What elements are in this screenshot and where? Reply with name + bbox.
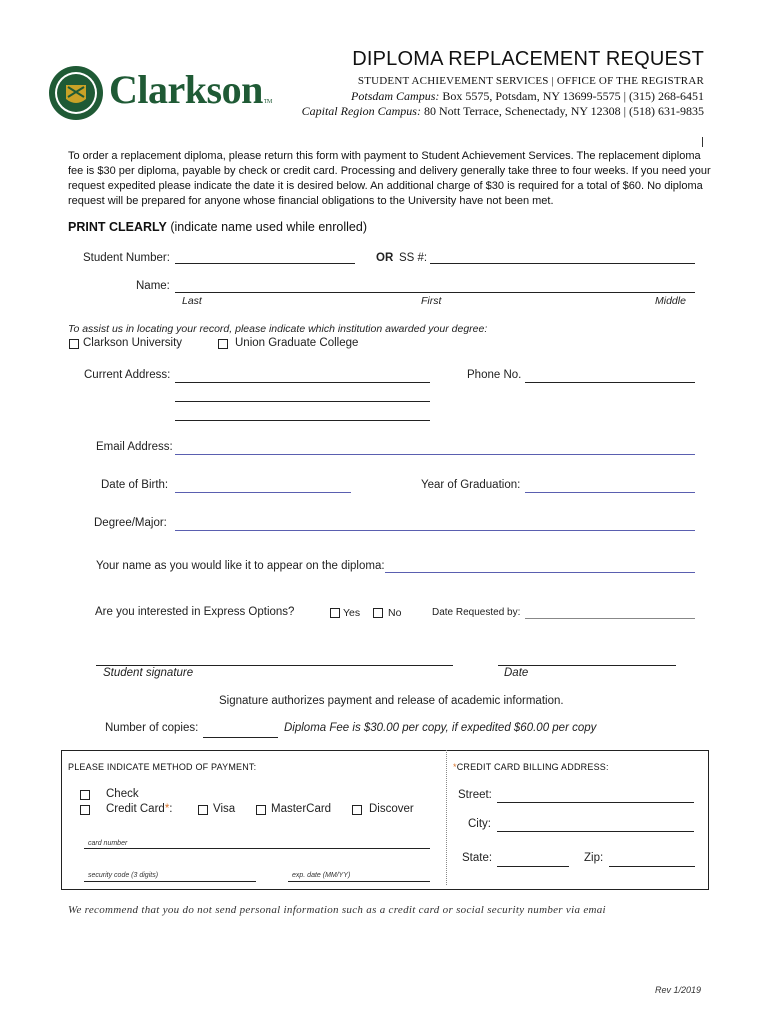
logo-wordmark [109,66,272,126]
institution-prompt: To assist us in locating your record, please indicate which institution awarded your degree: [68,323,488,335]
express-yes-checkbox[interactable] [330,608,340,618]
clarkson-label: Clarkson University [83,337,183,349]
address-line-2[interactable] [175,401,430,402]
student-number-label: Student Number: [83,252,170,264]
check-label: Check [106,788,139,800]
last-sublabel: Last [182,295,202,307]
email-warning: We recommend that you do not send personal information such as a credit card or social security number via emai [68,904,606,916]
mastercard-checkbox[interactable] [256,805,266,815]
degree-label: Degree/Major: [94,517,167,529]
logo-tm: TM [263,99,272,105]
billing-asterisk: * [453,762,457,772]
phone-label: Phone No. [467,369,522,381]
print-clearly-bold: PRINT CLEARLY [68,220,167,234]
diploma-name-field[interactable] [385,572,695,573]
credit-card-colon: : [169,803,173,815]
grad-year-label: Year of Graduation: [421,479,521,491]
security-code-label: security code (3 digits) [88,872,159,879]
check-checkbox[interactable] [80,790,90,800]
potsdam-line [351,89,704,104]
print-clearly [68,220,367,234]
address-line-1[interactable] [175,382,430,383]
billing-heading-text: CREDIT CARD BILLING ADDRESS: [456,762,609,772]
clarkson-checkbox[interactable] [69,339,79,349]
signature-label: Student signature [103,667,194,679]
express-no-checkbox[interactable] [373,608,383,618]
address-line-3[interactable] [175,420,430,421]
billing-heading [453,762,609,772]
current-address-label: Current Address: [84,369,171,381]
grad-year-field[interactable] [525,492,695,493]
print-clearly-note: (indicate name used while enrolled) [170,220,367,234]
credit-card-asterisk: * [164,803,170,815]
header-divider [702,137,703,147]
page-title: DIPLOMA REPLACEMENT REQUEST [352,48,704,70]
zip-field[interactable] [609,866,695,867]
state-label: State: [462,852,493,864]
logo-text: Clarkson [109,67,263,112]
capital-line [302,104,704,119]
potsdam-address: Box 5575, Potsdam, NY 13699-5575 | (315) 268-6451 [442,89,704,103]
city-label: City: [468,818,491,830]
visa-checkbox[interactable] [198,805,208,815]
card-number-field[interactable] [84,848,430,849]
ss-field[interactable] [430,263,695,264]
first-sublabel: First [421,295,442,307]
date-field[interactable] [498,665,676,666]
payment-box-divider [446,750,448,885]
state-field[interactable] [497,866,569,867]
email-field[interactable] [175,454,695,455]
credit-card-label [106,803,173,815]
discover-checkbox[interactable] [352,805,362,815]
copies-field[interactable] [203,737,278,738]
street-label: Street: [458,789,492,801]
city-field[interactable] [497,831,694,832]
phone-field[interactable] [525,382,695,383]
revision: Rev 1/2019 [655,985,702,995]
express-yes-label: Yes [343,607,361,619]
union-label: Union Graduate College [235,337,359,349]
date-requested-field[interactable] [525,618,695,619]
union-checkbox[interactable] [218,339,228,349]
date-label: Date [504,667,529,679]
copies-label: Number of copies: [105,722,199,734]
dob-label: Date of Birth: [101,479,169,491]
street-field[interactable] [497,802,694,803]
zip-label: Zip: [584,852,604,864]
name-label: Name: [136,280,170,292]
exp-date-field[interactable] [288,881,430,882]
dob-field[interactable] [175,492,351,493]
mastercard-label: MasterCard [271,803,332,815]
visa-label: Visa [213,803,236,815]
diploma-name-label: Your name as you would like it to appear on the diploma: [96,560,385,572]
signature-field[interactable] [96,665,453,666]
credit-card-checkbox[interactable] [80,805,90,815]
payment-heading: PLEASE INDICATE METHOD OF PAYMENT: [68,762,257,772]
authorization-note: Signature authorizes payment and release of academic information. [219,695,564,707]
date-requested-label: Date Requested by: [432,607,521,618]
ss-label: SS #: [399,252,428,264]
capital-address: 80 Nott Terrace, Schenectady, NY 12308 | (518) 631-9835 [423,104,704,118]
middle-sublabel: Middle [655,295,686,307]
student-number-field[interactable] [175,263,355,264]
express-no-label: No [388,607,402,619]
or-label: OR [376,252,394,264]
security-code-field[interactable] [84,881,256,882]
email-label: Email Address: [96,441,173,453]
intro-paragraph: To order a replacement diploma, please return this form with payment to Student Achievement Services. The replacement diploma fee is $30 per diploma, payable by check or credit card. Processing and delivery generally take three to four weeks. If you need your request expedited please indicate the date it is desired below. An additional charge of $30 is required for a total of $60. No diploma request will be prepared for anyone whose financial obligations to the University have not been met. [68,150,711,207]
discover-label: Discover [369,803,414,815]
degree-field[interactable] [175,530,695,531]
potsdam-label: Potsdam Campus: [351,89,440,103]
seal-icon [48,65,104,121]
fee-note: Diploma Fee is $30.00 per copy, if expedited $60.00 per copy [284,722,597,734]
clarkson-seal [48,65,104,121]
express-label: Are you interested in Express Options? [95,606,295,618]
capital-label: Capital Region Campus: [301,104,421,118]
credit-card-text: Credit Card [106,803,165,815]
card-number-label: card number [88,840,128,847]
office-line: STUDENT ACHIEVEMENT SERVICES | OFFICE OF THE REGISTRAR [357,75,704,87]
exp-date-label: exp. date (MM/YY) [292,872,351,879]
name-field[interactable] [175,292,695,293]
